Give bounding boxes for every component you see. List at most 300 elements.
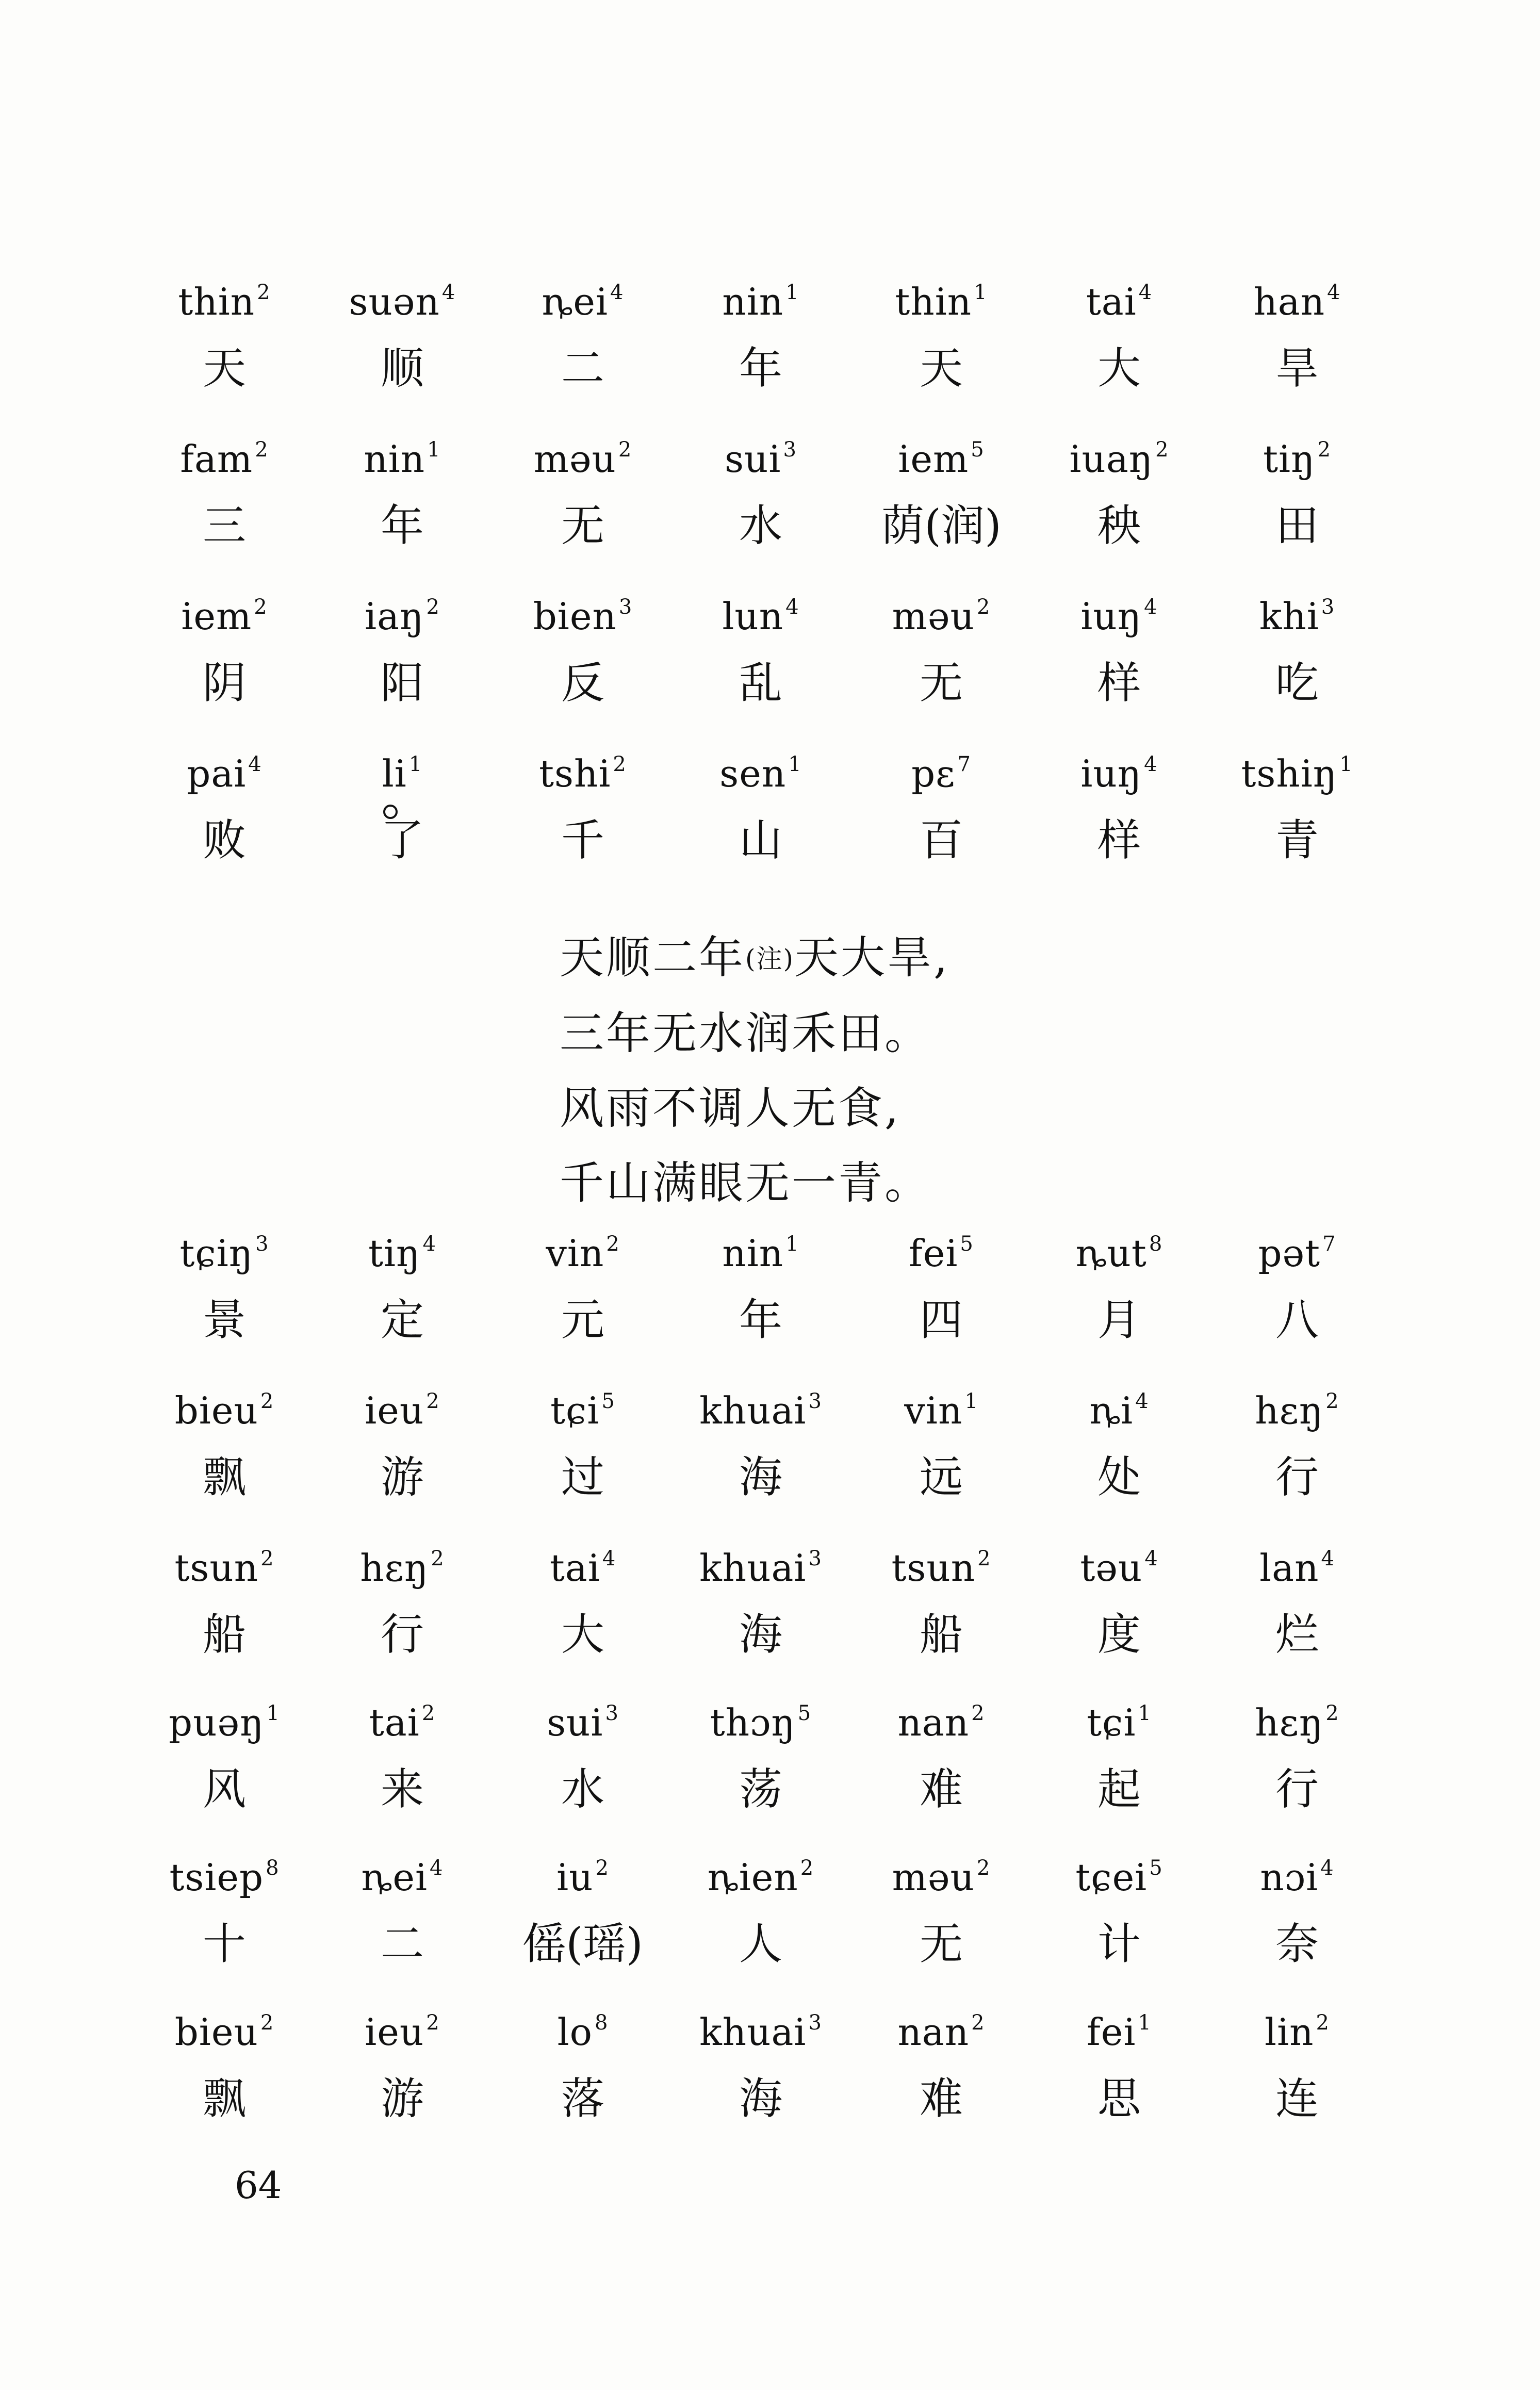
chinese-character: 田 [1275,500,1319,551]
chinese-character: 起 [1097,1764,1141,1814]
chinese-character: 处 [1097,1452,1141,1502]
interlinear-cell [1037,593,1202,709]
interlinear-cell [142,1545,307,1660]
romanization [320,436,485,482]
romanization [1037,1387,1202,1434]
syllable: suən [349,280,440,323]
romanization [678,1545,843,1591]
chinese-character: 天 [202,343,246,394]
interlinear-cell [320,593,485,709]
interlinear-cell [142,1854,307,1970]
tone-number: 5 [971,438,985,462]
chinese-character: 阳 [380,658,424,708]
syllable: li [382,752,407,795]
romanization [500,1230,665,1276]
interlinear-cell [678,1854,843,1970]
romanization [500,436,665,482]
tone-number: 4 [1144,752,1158,776]
romanization [1037,436,1202,482]
tone-number: 5 [601,1389,615,1413]
tone-number: 2 [976,1856,991,1880]
chinese-character: 旱 [1275,343,1319,394]
chinese-character: 景 [202,1295,246,1345]
interlinear-cell [859,1545,1024,1660]
romanization [1215,1230,1380,1276]
interlinear-cell [1037,436,1202,551]
interlinear-cell [859,1387,1024,1503]
interlinear-cell [320,436,485,551]
syllable: pət [1258,1232,1321,1275]
romanization [142,1699,307,1746]
syllable: iaŋ [365,595,424,638]
tone-number: 2 [971,2011,985,2035]
tone-number: 2 [255,438,269,462]
interlinear-cell [142,2009,307,2124]
chinese-character: 百 [919,815,963,865]
syllable: məu [892,1856,975,1899]
chinese-character: 无 [919,658,963,708]
romanization [1037,1545,1202,1591]
romanization [678,436,843,482]
chinese-character: 过 [561,1452,604,1502]
romanization [320,2009,485,2055]
romanization [859,1545,1024,1591]
tone-number: 2 [618,438,632,462]
tone-number: 1 [1339,752,1353,776]
syllable: iu [556,1856,594,1899]
syllable: nan [897,1701,970,1744]
romanization [142,279,307,325]
romanization [500,750,665,797]
romanization [500,1854,665,1901]
tone-number: 3 [605,1701,619,1725]
chinese-character: 海 [739,2073,782,2124]
tone-number: 2 [1325,1389,1339,1413]
syllable: vin [546,1232,604,1275]
romanization [1215,436,1380,482]
tone-number: 1 [974,281,988,304]
chinese-character: 乱 [739,658,782,708]
interlinear-cell [1037,279,1202,394]
tone-number: 3 [808,2011,822,2035]
romanization [142,436,307,482]
interlinear-cell [320,1545,485,1660]
interlinear-cell [859,1854,1024,1970]
syllable: fei [1087,2010,1136,2054]
romanization [320,1545,485,1591]
interlinear-cell [142,593,307,709]
tone-number: 7 [957,752,971,776]
chinese-character: 船 [919,1609,963,1660]
romanization [500,1387,665,1434]
interlinear-cell [500,279,665,394]
syllable: hεŋ [1255,1389,1324,1432]
chinese-character: 飘 [202,1452,246,1502]
chinese-character: 年 [380,500,424,551]
tone-number: 1 [785,1232,799,1256]
syllable: nin [364,437,425,481]
poem-line-3: 风雨不调人无食, [560,1083,901,1134]
syllable: fam [180,437,253,481]
interlinear-cell [1215,593,1380,709]
poem-line-1: 天顺二年(注)天大旱, [560,932,950,984]
romanization [1037,1699,1202,1746]
syllable: fei [909,1232,958,1275]
syllable: ȵi [1089,1389,1134,1432]
syllable: lun [722,595,784,638]
interlinear-cell [1037,1230,1202,1346]
chinese-character: 元 [561,1295,604,1345]
tone-number: 4 [1144,1547,1158,1570]
interlinear-cell [678,750,843,866]
romanization [320,1854,485,1901]
tone-number: 8 [266,1856,280,1880]
interlinear-cell [859,279,1024,394]
romanization [678,1854,843,1901]
verse-row-10 [155,2009,1372,2164]
syllable: iem [898,437,969,481]
interlinear-cell [142,750,307,866]
syllable: iem [181,595,252,638]
interlinear-cell [142,436,307,551]
tone-number: 1 [266,1701,280,1725]
interlinear-cell [1215,436,1380,551]
interlinear-cell [678,1230,843,1346]
chinese-character: 阴 [202,658,246,708]
verse-row-2 [155,436,1372,591]
interlinear-cell [1037,1387,1202,1503]
chinese-character: 落 [561,2073,604,2124]
romanization [142,1545,307,1591]
chinese-character: 海 [739,1452,782,1502]
chinese-character: 吃 [1275,658,1319,708]
interlinear-cell [142,1699,307,1815]
chinese-character: 水 [739,500,782,551]
verse-row-9 [155,1854,1372,2009]
chinese-character: 海 [739,1609,782,1660]
chinese-character: 三 [202,500,246,551]
chinese-character: 傜(瑶) [522,1919,643,1969]
chinese-character: 青 [1275,815,1319,865]
tone-number: 3 [783,438,797,462]
romanization [1215,1387,1380,1434]
romanization [320,593,485,640]
romanization [859,2009,1024,2055]
interlinear-cell [320,750,485,866]
chinese-character: 年 [739,1295,782,1345]
tone-number: 1 [788,752,802,776]
syllable: təu [1080,1546,1143,1590]
interlinear-cell [320,1854,485,1970]
interlinear-cell [859,1699,1024,1815]
syllable: tsun [891,1546,976,1590]
syllable: nan [897,2010,970,2054]
syllable: tɕei [1075,1856,1148,1899]
interlinear-cell [500,1545,665,1660]
chinese-character: 连 [1275,2073,1319,2124]
syllable: ȵien [707,1856,798,1899]
interlinear-cell [500,2009,665,2124]
syllable: hεŋ [1255,1701,1324,1744]
syllable: lin [1265,2010,1314,2054]
tone-number: 2 [260,2011,274,2035]
tone-number: 2 [800,1856,814,1880]
romanization [1215,1545,1380,1591]
romanization [859,1854,1024,1901]
chinese-character: 定 [380,1295,424,1345]
tone-number: 2 [976,595,991,619]
tone-number: 7 [1322,1232,1336,1256]
interlinear-cell [1215,1387,1380,1503]
interlinear-cell [678,436,843,551]
tone-number: 2 [254,595,268,619]
chinese-character: 风 [202,1764,246,1814]
romanization [859,593,1024,640]
syllable: iuaŋ [1069,437,1154,481]
interlinear-cell [320,1387,485,1503]
verse-row-5 [155,1230,1372,1385]
syllable: ȵei [361,1856,428,1899]
tone-number: 3 [618,595,633,619]
syllable: məu [892,595,975,638]
interlinear-cell [678,1545,843,1660]
syllable: iuŋ [1080,595,1142,638]
syllable: khi [1259,595,1319,638]
tone-number: 2 [257,281,271,304]
chinese-character: 奈 [1275,1919,1319,1969]
romanization [320,1699,485,1746]
chinese-character: 二 [561,343,604,394]
chinese-character: 样 [1097,658,1141,708]
tone-number: 5 [797,1701,812,1725]
syllable: nin [722,280,784,323]
syllable: tɕi [1087,1701,1136,1744]
romanization [142,593,307,640]
romanization [859,1699,1024,1746]
interlinear-cell [500,1854,665,1970]
verse-row-4 [155,750,1372,905]
romanization [142,2009,307,2055]
tone-number: 2 [426,595,440,619]
romanization [1037,2009,1202,2055]
interlinear-cell [1215,2009,1380,2124]
interlinear-cell [1037,1545,1202,1660]
syllable: tshi [539,752,611,795]
annotation-note: (注) [745,944,795,974]
tone-number: 4 [441,281,456,304]
romanization [678,1699,843,1746]
romanization [500,1545,665,1591]
interlinear-cell [859,2009,1024,2124]
interlinear-cell [500,436,665,551]
interlinear-cell [1037,2009,1202,2124]
chinese-character: 二 [380,1919,424,1969]
interlinear-cell [1215,279,1380,394]
syllable: vin [904,1389,963,1432]
syllable: thin [178,280,255,323]
syllable: ieu [365,2010,424,2054]
tone-number: 4 [1138,281,1153,304]
interlinear-cell [500,593,665,709]
tone-number: 2 [1316,2011,1330,2035]
tone-number: 2 [1325,1701,1339,1725]
romanization [500,1699,665,1746]
tone-number: 2 [595,1856,609,1880]
romanization [859,750,1024,797]
tone-number: 4 [1321,1547,1335,1570]
syllable: ieu [365,1389,424,1432]
syllable-mark-dot [383,805,398,819]
romanization [859,279,1024,325]
poem-translation [560,921,949,1221]
tone-number: 1 [964,1389,978,1413]
chinese-character: 飘 [202,2073,246,2124]
verse-row-8 [155,1699,1372,1854]
syllable: nɔi [1260,1856,1319,1899]
interlinear-cell [1037,1699,1202,1815]
syllable: sui [725,437,781,481]
chinese-character: 秧 [1097,500,1141,551]
chinese-character: 十 [202,1919,246,1969]
romanization [1215,2009,1380,2055]
interlinear-cell [1037,750,1202,866]
tone-number: 4 [602,1547,616,1570]
chinese-character: 大 [1097,343,1141,394]
syllable: bien [533,595,617,638]
interlinear-cell [1215,1545,1380,1660]
chinese-character: 反 [561,658,604,708]
romanization [500,279,665,325]
tone-number: 2 [1317,438,1331,462]
tone-number: 2 [426,1389,440,1413]
romanization [320,750,485,797]
romanization [1215,279,1380,325]
syllable: tsiep [169,1856,264,1899]
romanization [1037,279,1202,325]
chinese-character: 人 [739,1919,782,1969]
syllable: puəŋ [169,1701,265,1744]
syllable: iuŋ [1080,752,1142,795]
interlinear-cell [1215,1699,1380,1815]
chinese-character: 度 [1097,1609,1141,1660]
syllable: han [1253,280,1325,323]
chinese-character: 无 [561,500,604,551]
chinese-character: 烂 [1275,1609,1319,1660]
interlinear-cell [678,1387,843,1503]
interlinear-cell [320,1230,485,1346]
chinese-character: 荡 [739,1764,782,1814]
chinese-character: 游 [380,1452,424,1502]
romanization [1215,1699,1380,1746]
chinese-character: 思 [1097,2073,1141,2124]
chinese-character: 四 [919,1295,963,1345]
tone-number: 4 [785,595,799,619]
romanization [1037,593,1202,640]
romanization [859,1230,1024,1276]
chinese-character: 月 [1097,1295,1141,1345]
interlinear-cell [320,1699,485,1815]
syllable: pε [911,752,956,795]
chinese-character: 了 [380,815,424,865]
chinese-character: 难 [919,2073,963,2124]
tone-number: 5 [1149,1856,1163,1880]
interlinear-cell [142,1387,307,1503]
syllable: bieu [174,1389,258,1432]
syllable: khuai [699,1389,807,1432]
syllable: pai [187,752,247,795]
chinese-character: 难 [919,1764,963,1814]
romanization [142,750,307,797]
romanization [320,1387,485,1434]
syllable: sen [719,752,787,795]
romanization [320,1230,485,1276]
tone-number: 5 [960,1232,974,1256]
interlinear-cell [500,1387,665,1503]
interlinear-cell [678,279,843,394]
tone-number: 3 [808,1389,822,1413]
verse-row-1 [155,279,1372,433]
tone-number: 2 [426,2011,440,2035]
tone-number: 8 [594,2011,609,2035]
interlinear-cell [500,1699,665,1815]
syllable: tɕi [550,1389,600,1432]
chinese-character: 大 [561,1609,604,1660]
tone-number: 3 [255,1232,269,1256]
interlinear-cell [859,436,1024,551]
tone-number: 2 [260,1389,274,1413]
tone-number: 2 [971,1701,985,1725]
tone-number: 4 [1144,595,1158,619]
interlinear-cell [320,279,485,394]
tone-number: 4 [1135,1389,1149,1413]
chinese-character: 无 [919,1919,963,1969]
chinese-character: 荫(润) [881,500,1002,551]
chinese-character: 败 [202,815,246,865]
tone-number: 4 [1320,1856,1334,1880]
syllable: thɔŋ [710,1701,796,1744]
romanization [678,593,843,640]
interlinear-cell [1215,750,1380,866]
syllable: lan [1259,1546,1319,1590]
chinese-character: 八 [1275,1295,1319,1345]
poem-line-2: 三年无水润禾田。 [560,1008,931,1059]
chinese-character: 天 [919,343,963,394]
interlinear-cell [678,1699,843,1815]
syllable: sui [547,1701,603,1744]
syllable: hεŋ [360,1546,429,1590]
syllable: ȵut [1075,1232,1147,1275]
tone-number: 8 [1149,1232,1163,1256]
interlinear-cell [678,593,843,709]
verse-row-7 [155,1545,1372,1699]
tone-number: 2 [613,752,627,776]
romanization [1215,593,1380,640]
romanization [142,1854,307,1901]
poem-line-4: 千山满眼无一青。 [560,1157,931,1209]
romanization [500,593,665,640]
romanization [1037,1230,1202,1276]
romanization [678,279,843,325]
syllable: məu [533,437,616,481]
tone-number: 2 [606,1232,620,1256]
syllable: khuai [699,1546,807,1590]
interlinear-cell [142,1230,307,1346]
tone-number: 3 [808,1547,822,1570]
interlinear-cell [859,593,1024,709]
tone-number: 1 [785,281,799,304]
tone-number: 1 [1138,2011,1152,2035]
interlinear-cell [1215,1230,1380,1346]
